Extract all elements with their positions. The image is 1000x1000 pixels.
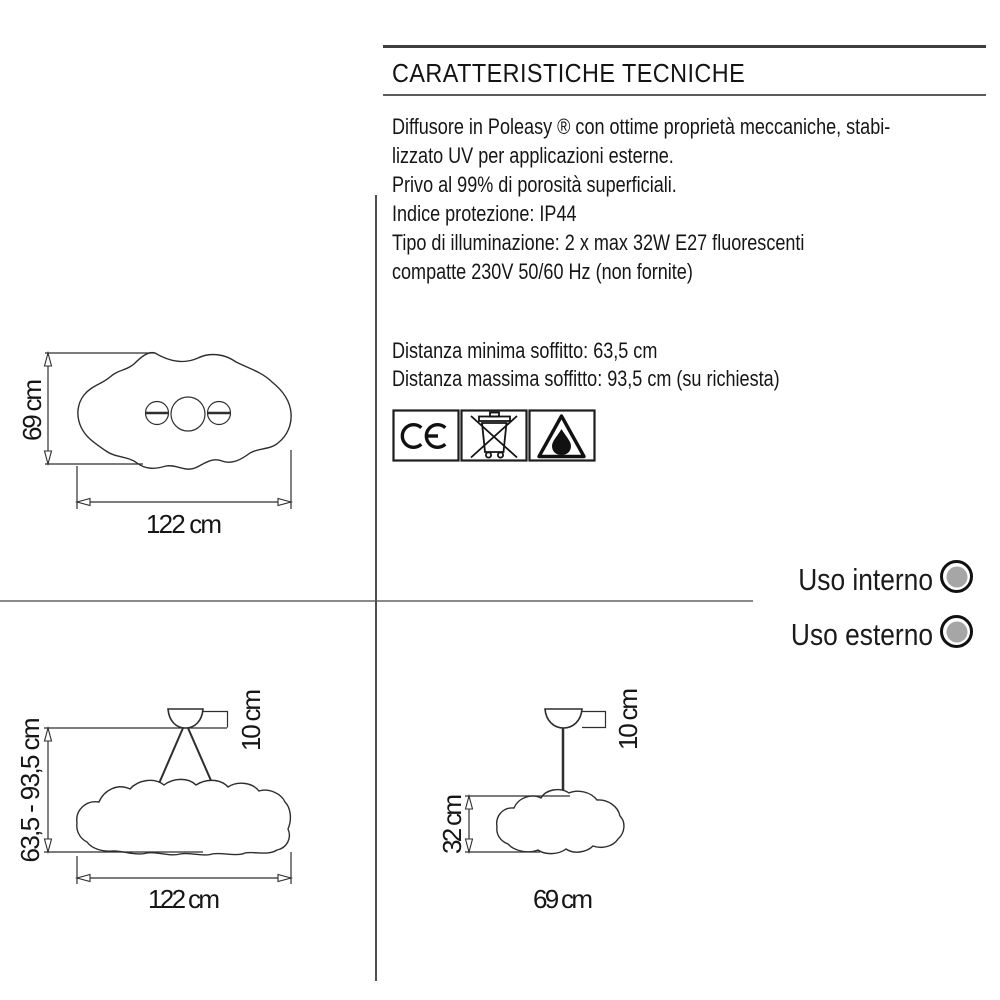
cloud-side-small-outline bbox=[497, 790, 624, 854]
distance-max: Distanza massima soffitto: 93,5 cm (su richiesta) bbox=[392, 366, 780, 391]
canopy-label-large: 10 cm bbox=[236, 689, 266, 751]
usage-label-esterno: Uso esterno bbox=[790, 617, 933, 652]
width-dimension-large-122cm bbox=[77, 852, 291, 914]
cloud-side-large-outline bbox=[77, 779, 291, 855]
description-line: Indice protezione: IP44 bbox=[392, 201, 577, 226]
description-line: lizzato UV per applicazioni esterne. bbox=[392, 143, 674, 168]
top-view-drawing bbox=[17, 353, 291, 539]
side-view-large-drawing bbox=[15, 689, 291, 914]
top-view-height-label: 69 cm bbox=[17, 379, 47, 441]
canopy-small bbox=[545, 709, 582, 728]
top-view-width-label: 122 cm bbox=[146, 509, 222, 539]
side-small-width-label: 69 cm bbox=[533, 884, 593, 914]
canopy-bracket-large bbox=[203, 712, 228, 728]
side-view-small-drawing bbox=[437, 688, 643, 914]
page-title: CARATTERISTICHE TECNICHE bbox=[392, 58, 746, 88]
side-large-drop-label: 63,5 - 93,5 cm bbox=[15, 717, 45, 863]
side-small-height-label: 32 cm bbox=[437, 794, 467, 854]
side-large-width-label: 122 cm bbox=[148, 884, 220, 914]
distance-min: Distanza minima soffitto: 63,5 cm bbox=[392, 338, 658, 363]
canopy-label-small: 10 cm bbox=[613, 688, 643, 750]
description-line: Privo al 99% di porosità superficiali. bbox=[392, 172, 677, 197]
canopy-bracket-small bbox=[582, 712, 606, 728]
description-line: Tipo di illuminazione: 2 x max 32W E27 fluorescenti bbox=[392, 230, 805, 255]
description-line: Diffusore in Poleasy ® con ottime proprietà meccaniche, stabi- bbox=[392, 114, 891, 139]
cloud-top-view-outline bbox=[78, 353, 291, 470]
canopy-large bbox=[168, 709, 203, 728]
usage-label-interno: Uso interno bbox=[798, 562, 933, 597]
description-line: compatte 230V 50/60 Hz (non fornite) bbox=[392, 259, 693, 284]
